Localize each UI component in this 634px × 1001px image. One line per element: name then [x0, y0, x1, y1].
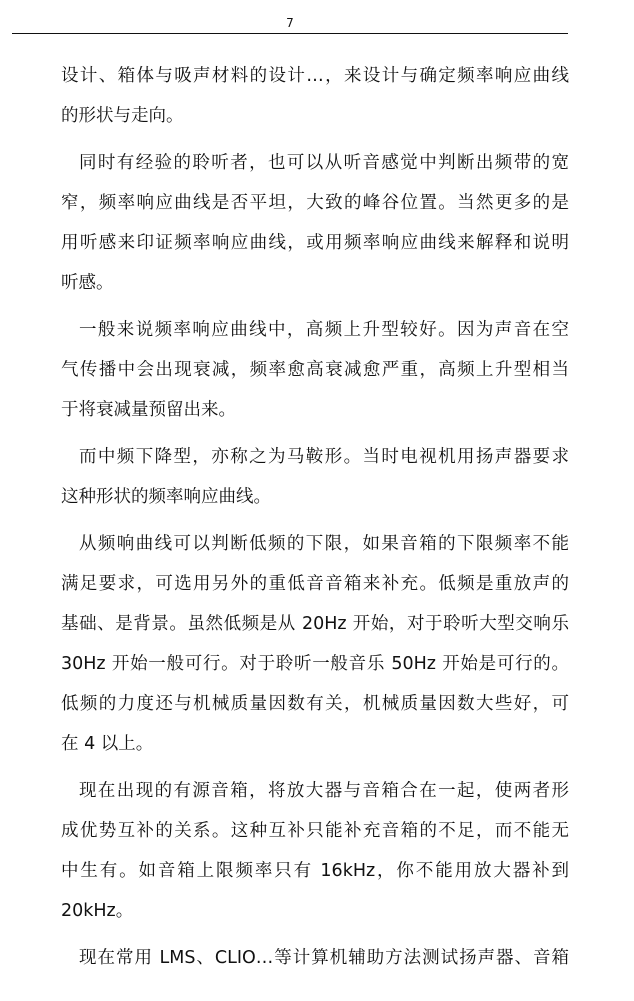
text-line: 现在常用 LMS、CLIO…等计算机辅助方法测试扬声器、音箱: [79, 948, 569, 968]
text-line: 设计、箱体与吸声材料的设计…，来设计与确定频率响应曲线: [61, 66, 569, 86]
text-line: 低频的力度还与机械质量因数有关，机械质量因数大些好，可: [61, 694, 569, 714]
text-line: 气传播中会出现衰减，频率愈高衰减愈严重，高频上升型相当: [61, 360, 569, 380]
text-line: 于将衰减量预留出来。: [61, 400, 236, 420]
text-line: 中生有。如音箱上限频率只有 16kHz，你不能用放大器补到: [61, 861, 569, 881]
text-line: 成优势互补的关系。这种互补只能补充音箱的不足，而不能无: [61, 821, 569, 841]
text-line: 听感。: [61, 273, 114, 293]
text-line: 同时有经验的聆听者，也可以从听音感觉中判断出频带的宽: [79, 153, 569, 173]
body-text: [61, 56, 569, 978]
text-line: 一般来说频率响应曲线中，高频上升型较好。因为声音在空: [79, 320, 569, 340]
text-line: 现在出现的有源音箱，将放大器与音箱合在一起，使两者形: [79, 781, 569, 801]
header-rule: [12, 33, 568, 34]
text-line: 在 4 以上。: [61, 734, 154, 754]
text-line: 窄，频率响应曲线是否平坦，大致的峰谷位置。当然更多的是: [61, 193, 569, 213]
text-line: 20kHz。: [61, 901, 134, 921]
text-line: 用听感来印证频率响应曲线，或用频率响应曲线来解释和说明: [61, 233, 569, 253]
text-line: 而中频下降型，亦称之为马鞍形。当时电视机用扬声器要求: [79, 447, 569, 467]
page-number: 7: [286, 16, 294, 30]
text-line: 满足要求，可选用另外的重低音音箱来补充。低频是重放声的: [61, 574, 569, 594]
text-line: 这种形状的频率响应曲线。: [61, 487, 271, 507]
text-line: 基础、是背景。虽然低频是从 20Hz 开始，对于聆听大型交响乐: [61, 614, 569, 634]
text-line: 从频响曲线可以判断低频的下限，如果音箱的下限频率不能: [79, 534, 569, 554]
text-line: 30Hz 开始一般可行。对于聆听一般音乐 50Hz 开始是可行的。: [61, 654, 569, 674]
text-line: 的形状与走向。: [61, 106, 184, 126]
